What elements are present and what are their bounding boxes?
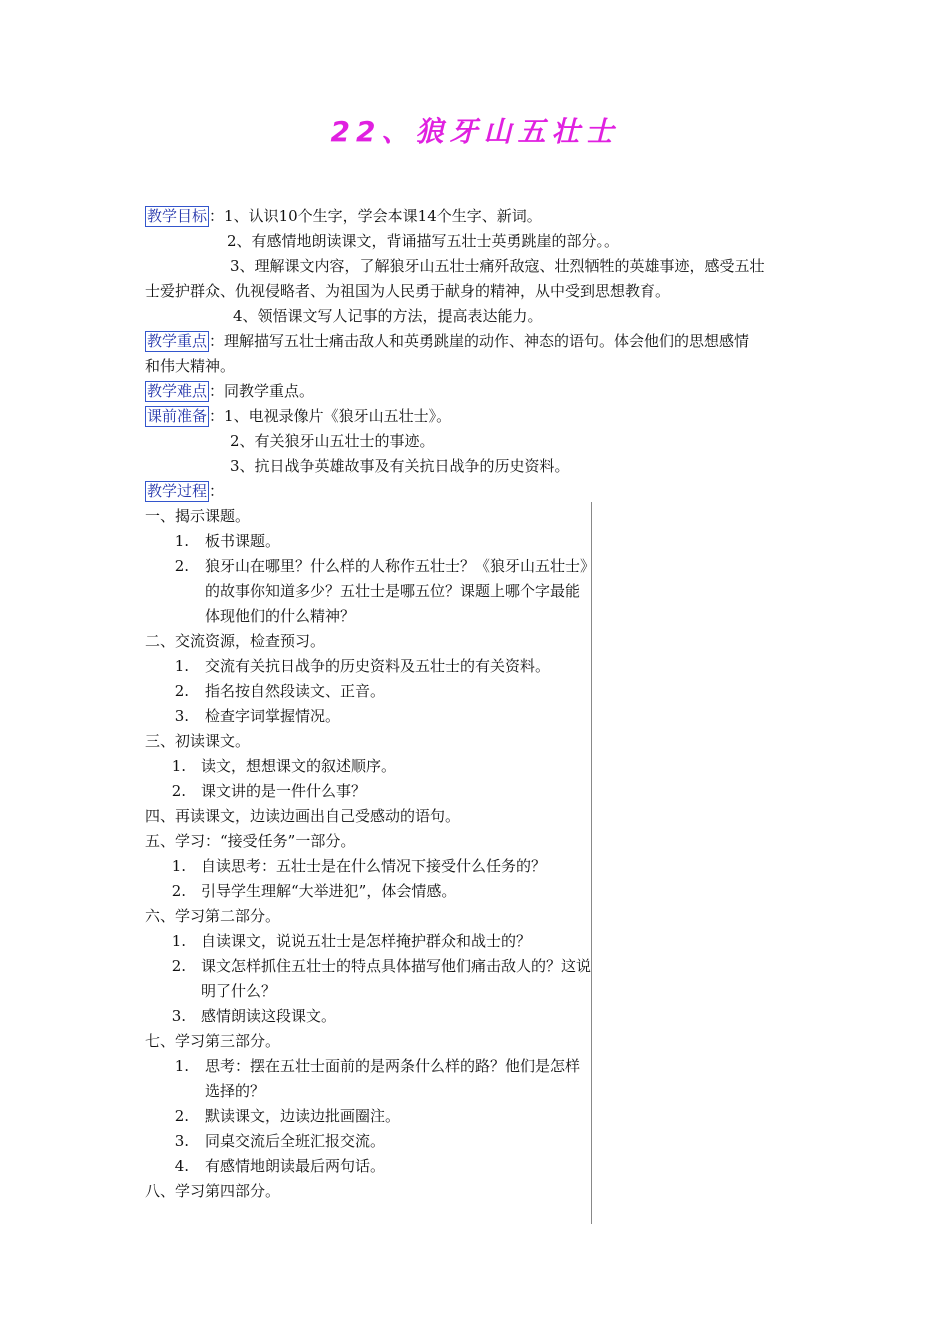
goal-item-3-cont: 士爱护群众、仇视侵略者、为祖国为人民勇于献身的精神，从中受到思想教育。 bbox=[145, 282, 671, 300]
goal-item-4: 4、领悟课文写人记事的方法，提高表达能力。 bbox=[233, 307, 543, 325]
section-8: 八、学习第四部分。 bbox=[145, 1182, 281, 1200]
section-7: 七、学习第三部分。 bbox=[145, 1032, 281, 1050]
list-item: 2. 引导学生理解“大举进犯”，体会情感。 bbox=[171, 882, 457, 900]
list-item: 2. 指名按自然段读文、正音。 bbox=[174, 682, 386, 700]
section-1: 一、揭示课题。 bbox=[145, 507, 251, 525]
section-5: 五、学习：“接受任务”一部分。 bbox=[145, 832, 356, 850]
key-points-line-1: 理解描写五壮士痛击敌人和英勇跳崖的动作、神态的语句。体会他们的思想感情 bbox=[224, 332, 750, 350]
preparation: 课前准备 ：1、电视录像片《狼牙山五壮士》。 2、有关狼牙山五壮士的事迹。 3、抗日战争英雄故事及有关抗日战争的历史资料。 bbox=[145, 404, 810, 479]
difficulty: 教学难点 ：同教学重点。 bbox=[147, 382, 315, 400]
list-item: 2. 课文怎样抓住五壮士的特点具体描写他们痛击敌人的？这说明了什么？ bbox=[171, 957, 592, 1000]
lesson-title: 22、狼牙山五壮士 bbox=[330, 115, 620, 148]
list-item: 1. 自读思考：五壮士是在什么情况下接受什么任务的？ bbox=[171, 857, 547, 875]
difficulty-label: 教学难点 bbox=[147, 382, 208, 400]
section-6: 六、学习第二部分。 bbox=[145, 907, 281, 925]
goal-item-2: 2、有感情地朗读课文，背诵描写五壮士英勇跳崖的部分。。 bbox=[227, 232, 620, 250]
section-2: 二、交流资源，检查预习。 bbox=[145, 632, 326, 650]
list-item: 4. 有感情地朗读最后两句话。 bbox=[174, 1157, 386, 1175]
list-item: 1. 思考：摆在五壮士面前的是两条什么样的路？他们是怎样选择的？ bbox=[174, 1057, 581, 1100]
process-label: 教学过程 bbox=[147, 482, 208, 500]
process-steps bbox=[145, 504, 591, 1204]
section-3: 三、初读课文。 bbox=[145, 732, 251, 750]
column-divider bbox=[591, 502, 592, 1224]
prep-item-1: 1、电视录像片《狼牙山五壮士》。 bbox=[224, 407, 452, 425]
goals-label: 教学目标 bbox=[147, 207, 208, 225]
key-points-line-2: 和伟大精神。 bbox=[145, 357, 236, 375]
process-heading: 教学过程 ： bbox=[147, 482, 225, 500]
goal-item-3: 3、理解课文内容，了解狼牙山五壮士痛歼敌寇、壮烈牺牲的英雄事迹，感受五壮 bbox=[230, 257, 765, 275]
list-item: 2. 课文讲的是一件什么事？ bbox=[171, 782, 367, 800]
goal-line-1: 教学目标 ：1、认识10个生字，学会本课14个生字、新词。 bbox=[147, 207, 542, 225]
prep-item-2: 2、有关狼牙山五壮士的事迹。 bbox=[230, 432, 435, 450]
list-item: 1. 板书课题。 bbox=[174, 532, 281, 550]
key-points-label: 教学重点 bbox=[147, 332, 208, 350]
list-item: 3. 感情朗读这段课文。 bbox=[171, 1007, 337, 1025]
difficulty-text: 同教学重点。 bbox=[224, 382, 315, 400]
teaching-goals bbox=[145, 204, 810, 329]
goal-item-1: 1、认识10个生字，学会本课14个生字、新词。 bbox=[224, 207, 542, 225]
list-item: 3. 检查字词掌握情况。 bbox=[174, 707, 341, 725]
list-item: 2. 默读课文，边读边批画圈注。 bbox=[174, 1107, 401, 1125]
section-4: 四、再读课文，边读边画出自己受感动的语句。 bbox=[145, 807, 461, 825]
list-item: 1. 交流有关抗日战争的历史资料及五壮士的有关资料。 bbox=[174, 657, 551, 675]
key-points: 教学重点 ：理解描写五壮士痛击敌人和英勇跳崖的动作、神态的语句。体会他们的思想感情 和伟大精神。 bbox=[145, 329, 810, 379]
list-item: 3. 同桌交流后全班汇报交流。 bbox=[174, 1132, 386, 1150]
prep-item-3: 3、抗日战争英雄故事及有关抗日战争的历史资料。 bbox=[230, 457, 570, 475]
list-item: 1. 自读课文，说说五壮士是怎样掩护群众和战士的？ bbox=[171, 932, 532, 950]
list-item: 1. 读文，想想课文的叙述顺序。 bbox=[171, 757, 397, 775]
list-item: 2. 狼牙山在哪里？什么样的人称作五壮士？《狼牙山五壮士》的故事你知道多少？五壮士是哪五位？课题上哪个字最能体现他们的什么精神？ bbox=[174, 557, 588, 625]
preparation-label: 课前准备 bbox=[147, 407, 208, 425]
